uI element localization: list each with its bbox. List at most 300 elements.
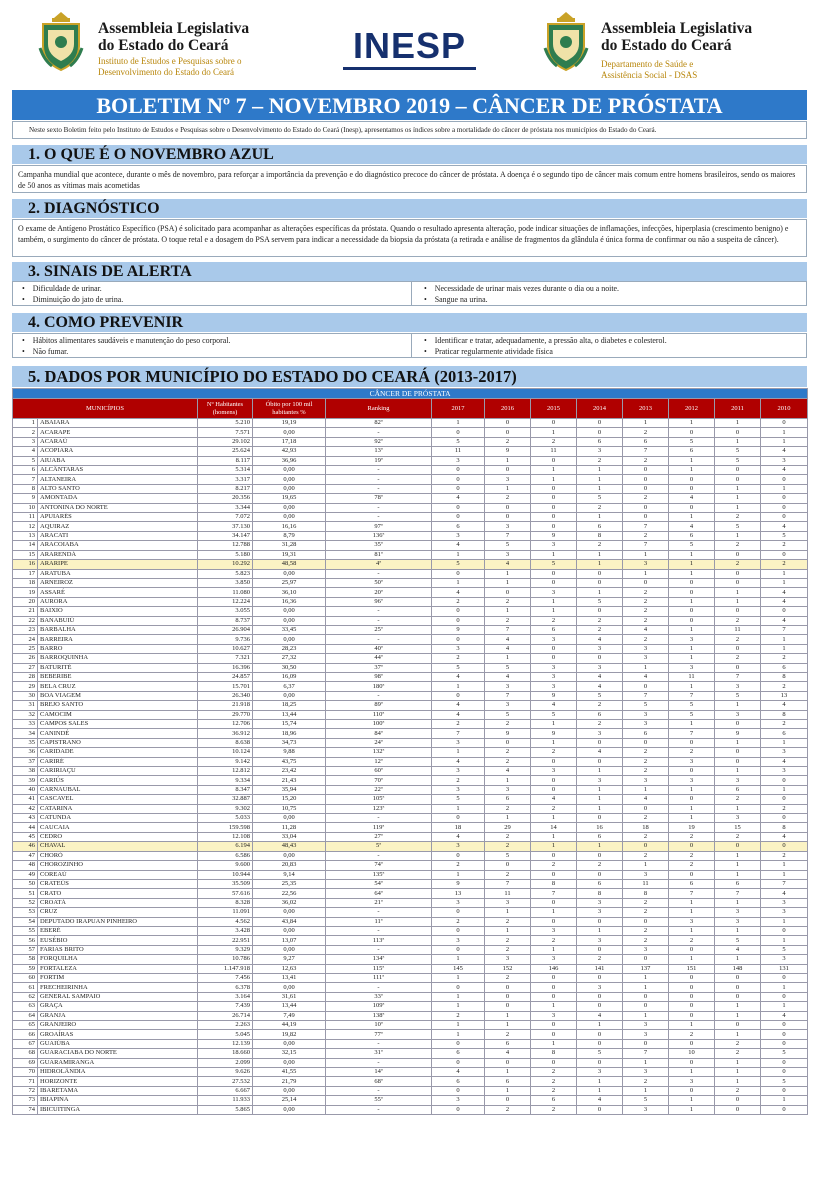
year-2012-cell: 0 [669,588,715,597]
year-2015-cell: 2 [531,616,577,625]
list-item: • Hábitos alimentares saudáveis e manutenção do peso corporal. [22,336,230,347]
population-cell: 9.600 [198,861,253,870]
population-cell: 5.823 [198,569,253,578]
year-2010-cell: 5 [761,1077,808,1086]
right-org-sub1: Departamento de Saúde e [601,59,694,69]
population-cell: 2.263 [198,1021,253,1030]
row-number: 39 [13,776,38,785]
population-cell: 34.147 [198,531,253,540]
year-2012-cell: 0 [669,1011,715,1020]
year-2015-cell: 0 [531,654,577,663]
ranking-cell: - [326,908,432,917]
row-number: 63 [13,1002,38,1011]
population-cell: 18.660 [198,1049,253,1058]
table-row [13,484,808,493]
mortality-rate-cell: 0,00 [253,926,326,935]
population-cell: 21.918 [198,701,253,710]
population-cell: 5.033 [198,814,253,823]
mortality-rate-cell: 43,84 [253,917,326,926]
year-2014-cell: 0 [577,1039,623,1048]
year-2016-cell: 5 [485,541,531,550]
mortality-rate-cell: 0,00 [253,635,326,644]
year-2010-cell: 1 [761,983,808,992]
year-2013-cell: 1 [623,663,669,672]
section-4-heading: 4. COMO PREVENIR [12,313,807,332]
year-2013-cell: 0 [623,738,669,747]
year-2010-cell: 0 [761,503,808,512]
year-2017-cell: 0 [432,691,485,700]
ranking-cell: 11ª [326,917,432,926]
municipality-name: CASCAVEL [38,795,198,804]
year-2016-cell: 1 [485,908,531,917]
year-2016-cell: 1 [485,607,531,616]
list-item: • Praticar regularmente atividade física [424,347,667,358]
year-2013-cell: 1 [623,1086,669,1095]
year-2010-cell: 0 [761,513,808,522]
year-2010-header: 2010 [761,399,808,419]
year-2010-cell: 3 [761,898,808,907]
row-number: 7 [13,475,38,484]
year-2011-cell: 1 [715,861,761,870]
table-row [13,522,808,531]
year-2012-cell: 1 [669,785,715,794]
row-number: 74 [13,1105,38,1114]
population-cell: 29.102 [198,437,253,446]
year-2016-cell: 0 [485,861,531,870]
table-row [13,945,808,954]
year-2014-cell: 0 [577,992,623,1001]
section-3-heading: 3. SINAIS DE ALERTA [12,262,807,281]
population-cell: 3.164 [198,992,253,1001]
ranking-cell: - [326,466,432,475]
table-row [13,447,808,456]
year-2017-cell: 5 [432,795,485,804]
mortality-rate-cell: 32,15 [253,1049,326,1058]
year-2016-cell: 1 [485,654,531,663]
ranking-cell: 55ª [326,1096,432,1105]
year-2013-cell: 2 [623,936,669,945]
year-2012-cell: 1 [669,456,715,465]
year-2015-cell: 2 [531,1086,577,1095]
year-2015-cell: 0 [531,578,577,587]
municipality-name: APUIARÉS [38,513,198,522]
population-cell: 7.439 [198,1002,253,1011]
table-row [13,494,808,503]
year-2010-cell: 3 [761,908,808,917]
year-2011-cell: 0 [715,607,761,616]
municipality-name: BARROQUINHA [38,654,198,663]
table-row [13,908,808,917]
year-2016-cell: 2 [485,616,531,625]
year-2011-cell: 2 [715,560,761,569]
ranking-cell: 60ª [326,767,432,776]
year-2015-cell: 1 [531,832,577,841]
year-2017-cell: 3 [432,1096,485,1105]
year-2016-cell: 2 [485,720,531,729]
year-2016-cell: 1 [485,1011,531,1020]
year-2015-cell: 0 [531,785,577,794]
year-2012-cell: 6 [669,447,715,456]
year-2017-cell: 0 [432,616,485,625]
year-2011-cell: 1 [715,419,761,428]
population-cell: 22.951 [198,936,253,945]
table-row [13,428,808,437]
year-2012-cell: 1 [669,1096,715,1105]
year-2011-cell: 0 [715,550,761,559]
year-2012-cell: 1 [669,898,715,907]
year-2010-cell: 13 [761,691,808,700]
municipality-name: BARRO [38,644,198,653]
row-number: 62 [13,992,38,1001]
population-cell: 16.396 [198,663,253,672]
year-2010-cell: 0 [761,607,808,616]
year-2016-cell: 0 [485,738,531,747]
year-2016-cell: 0 [485,466,531,475]
year-2014-cell: 1 [577,466,623,475]
year-2011-cell: 9 [715,729,761,738]
year-2015-cell: 2 [531,1068,577,1077]
ranking-cell: 132ª [326,748,432,757]
year-2014-cell: 2 [577,456,623,465]
year-2012-cell: 0 [669,616,715,625]
population-cell: 8.217 [198,484,253,493]
year-2016-cell: 1 [485,456,531,465]
mortality-rate-cell: 33,45 [253,625,326,634]
year-2016-cell: 1 [485,484,531,493]
year-2010-cell: 7 [761,879,808,888]
population-cell: 3.317 [198,475,253,484]
year-2011-cell: 2 [715,832,761,841]
table-row [13,729,808,738]
year-2010-cell: 6 [761,729,808,738]
municipality-data-table [12,388,808,1115]
year-2013-cell: 3 [623,1030,669,1039]
year-2010-cell: 2 [761,654,808,663]
left-org-sub2: Desenvolvimento do Estado do Ceará [98,66,234,77]
year-2014-cell: 0 [577,851,623,860]
ranking-cell: 4ª [326,560,432,569]
year-2016-cell: 2 [485,757,531,766]
table-row [13,795,808,804]
year-2010-cell: 0 [761,814,808,823]
municipality-name: ACARAÚ [38,437,198,446]
year-2016-cell: 2 [485,973,531,982]
year-2013-cell: 3 [623,710,669,719]
row-number: 21 [13,607,38,616]
population-cell: 20.356 [198,494,253,503]
year-2013-cell: 2 [623,748,669,757]
year-2011-cell: 1 [715,1077,761,1086]
obito-header: Óbito por 100 mil habitantes % [253,399,326,419]
population-cell: 5.045 [198,1030,253,1039]
year-2013-cell: 3 [623,644,669,653]
municipality-name: GRAÇA [38,1002,198,1011]
ranking-cell: 54ª [326,879,432,888]
year-2012-cell: 5 [669,701,715,710]
year-2011-cell: 1 [715,1030,761,1039]
year-2013-cell: 3 [623,654,669,663]
municipality-name: CROATÁ [38,898,198,907]
year-2012-cell: 1 [669,908,715,917]
year-2013-cell: 3 [623,720,669,729]
population-cell: 6.194 [198,842,253,851]
year-2013-cell: 2 [623,1077,669,1086]
year-2011-cell: 0 [715,720,761,729]
municipality-name: BEBERIBE [38,672,198,681]
mortality-rate-cell: 31,28 [253,541,326,550]
row-number: 8 [13,484,38,493]
year-2013-cell: 0 [623,842,669,851]
year-2016-cell: 1 [485,1086,531,1095]
year-2013-cell: 0 [623,503,669,512]
year-2013-cell: 1 [623,983,669,992]
table-row [13,889,808,898]
year-2014-cell: 3 [577,663,623,672]
section-5-heading: 5. DADOS POR MUNICÍPIO DO ESTADO DO CEARÁ (2013-2017) [12,366,807,387]
year-2016-cell: 9 [485,729,531,738]
year-2013-cell: 3 [623,776,669,785]
table-row [13,1030,808,1039]
year-2011-cell: 6 [715,785,761,794]
population-cell: 1.147.918 [198,964,253,973]
year-2011-cell: 2 [715,635,761,644]
year-2012-cell: 5 [669,437,715,446]
table-row [13,1068,808,1077]
year-2016-cell: 0 [485,992,531,1001]
population-cell: 6.667 [198,1086,253,1095]
year-2012-cell: 1 [669,926,715,935]
year-2012-cell: 0 [669,475,715,484]
year-2012-cell: 1 [669,1068,715,1077]
year-2017-cell: 1 [432,1030,485,1039]
table-row [13,419,808,428]
mortality-rate-cell: 9,88 [253,748,326,757]
table-row [13,814,808,823]
year-2017-cell: 4 [432,710,485,719]
municipality-name: BARBALHA [38,625,198,634]
ranking-cell: 19ª [326,456,432,465]
year-2010-cell: 5 [761,945,808,954]
municipality-name: GUARACIABA DO NORTE [38,1049,198,1058]
year-2014-cell: 3 [577,983,623,992]
year-2017-cell: 3 [432,785,485,794]
municipality-name: ACOPIARA [38,447,198,456]
year-2014-cell: 4 [577,1011,623,1020]
year-2017-cell: 2 [432,654,485,663]
year-2016-cell: 1 [485,1068,531,1077]
year-2017-cell: 11 [432,447,485,456]
year-2014-cell: 0 [577,738,623,747]
year-2014-cell: 4 [577,672,623,681]
year-2011-cell: 0 [715,644,761,653]
row-number: 20 [13,597,38,606]
habitantes-header: Nº Habitantes (homens) [198,399,253,419]
mortality-rate-cell: 0,00 [253,814,326,823]
year-2015-cell: 0 [531,644,577,653]
year-2017-header: 2017 [432,399,485,419]
year-2017-cell: 0 [432,1105,485,1114]
year-2016-cell: 1 [485,578,531,587]
ranking-cell: 13ª [326,447,432,456]
year-2010-cell: 6 [761,663,808,672]
year-2013-cell: 1 [623,569,669,578]
year-2014-cell: 1 [577,804,623,813]
year-2010-cell: 1 [761,644,808,653]
population-cell: 9.142 [198,757,253,766]
row-number: 15 [13,550,38,559]
ranking-cell: 37ª [326,663,432,672]
year-2011-cell: 7 [715,672,761,681]
year-2016-cell: 2 [485,832,531,841]
section-1-heading: 1. O QUE É O NOVEMBRO AZUL [12,145,807,164]
ranking-cell: - [326,945,432,954]
year-2015-cell: 146 [531,964,577,973]
year-2011-cell: 1 [715,870,761,879]
mortality-rate-cell: 9,14 [253,870,326,879]
inesp-logo: INESP [352,25,467,66]
year-2011-cell: 5 [715,522,761,531]
ranking-cell: - [326,851,432,860]
year-2013-cell: 1 [623,861,669,870]
population-cell: 9.302 [198,804,253,813]
ranking-cell: - [326,814,432,823]
list-item: • Não fumar. [22,347,230,358]
population-cell: 5.210 [198,419,253,428]
year-2017-cell: 2 [432,597,485,606]
year-2013-cell: 7 [623,447,669,456]
table-row [13,531,808,540]
table-row [13,757,808,766]
year-2015-cell: 0 [531,898,577,907]
table-row [13,1086,808,1095]
year-2011-cell: 6 [715,879,761,888]
year-2011-cell: 4 [715,945,761,954]
population-cell: 26.714 [198,1011,253,1020]
year-2011-cell: 3 [715,917,761,926]
year-2014-cell: 5 [577,597,623,606]
year-2011-cell: 0 [715,1021,761,1030]
year-2015-cell: 3 [531,635,577,644]
year-2014-cell: 3 [577,898,623,907]
municipality-name: CAMOCIM [38,710,198,719]
year-2017-cell: 0 [432,945,485,954]
year-2012-cell: 1 [669,1021,715,1030]
ranking-cell: - [326,484,432,493]
ranking-cell: 97ª [326,522,432,531]
mortality-rate-cell: 44,19 [253,1021,326,1030]
year-2017-cell: 2 [432,861,485,870]
mortality-rate-cell: 13,44 [253,1002,326,1011]
year-2016-cell: 1 [485,776,531,785]
year-2015-cell: 6 [531,625,577,634]
mortality-rate-cell: 16,36 [253,597,326,606]
year-2017-cell: 2 [432,776,485,785]
year-2010-cell: 131 [761,964,808,973]
year-2012-cell: 1 [669,814,715,823]
year-2010-cell: 0 [761,776,808,785]
mortality-rate-cell: 43,75 [253,757,326,766]
year-2017-cell: 0 [432,475,485,484]
row-number: 28 [13,672,38,681]
year-2017-cell: 6 [432,1049,485,1058]
year-2010-cell: 1 [761,635,808,644]
year-2017-cell: 0 [432,607,485,616]
year-2013-cell: 0 [623,955,669,964]
year-2010-cell: 1 [761,428,808,437]
population-cell: 27.532 [198,1077,253,1086]
table-body [13,419,808,1115]
municipality-name: ARACATI [38,531,198,540]
year-2016-cell: 3 [485,701,531,710]
municipality-name: ALTO SANTO [38,484,198,493]
row-number: 1 [13,419,38,428]
year-2013-cell: 2 [623,908,669,917]
row-number: 23 [13,625,38,634]
year-2012-cell: 1 [669,955,715,964]
municipality-name: CATARINA [38,804,198,813]
row-number: 9 [13,494,38,503]
row-number: 44 [13,823,38,832]
municipality-name: CANINDÉ [38,729,198,738]
mortality-rate-cell: 0,00 [253,1058,326,1067]
year-2013-cell: 2 [623,588,669,597]
year-2011-cell: 3 [715,776,761,785]
year-2010-cell: 1 [761,936,808,945]
municipality-name: GUARAMIRANGA [38,1058,198,1067]
coat-of-arms-icon [543,10,589,72]
year-2015-cell: 0 [531,419,577,428]
year-2015-cell: 7 [531,889,577,898]
year-2012-cell: 0 [669,484,715,493]
mortality-rate-cell: 10,75 [253,804,326,813]
year-2015-cell: 11 [531,447,577,456]
municipality-name: IBICUITINGA [38,1105,198,1114]
year-2015-cell: 3 [531,926,577,935]
year-2015-cell: 0 [531,1021,577,1030]
year-2017-cell: 5 [432,437,485,446]
year-2010-cell: 2 [761,804,808,813]
year-2017-cell: 4 [432,494,485,503]
year-2011-cell: 1 [715,437,761,446]
population-cell: 7.456 [198,973,253,982]
row-number: 11 [13,513,38,522]
population-cell: 8.347 [198,785,253,794]
year-2012-cell: 1 [669,560,715,569]
row-number: 32 [13,710,38,719]
year-2012-cell: 0 [669,983,715,992]
mortality-rate-cell: 0,00 [253,1039,326,1048]
year-2013-cell: 2 [623,616,669,625]
year-2015-cell: 1 [531,945,577,954]
year-2013-cell: 2 [623,531,669,540]
year-2014-cell: 5 [577,691,623,700]
year-2015-cell: 2 [531,1105,577,1114]
year-2016-cell: 2 [485,936,531,945]
year-2011-cell: 1 [715,851,761,860]
row-number: 52 [13,898,38,907]
table-row [13,616,808,625]
year-2014-cell: 1 [577,795,623,804]
table-row [13,823,808,832]
year-2014-cell: 0 [577,757,623,766]
left-org-line2: do Estado do Ceará [98,37,229,54]
table-row [13,748,808,757]
year-2011-cell: 7 [715,889,761,898]
year-2010-cell: 2 [761,541,808,550]
population-cell: 25.624 [198,447,253,456]
year-2015-cell: 9 [531,691,577,700]
year-2015-cell: 0 [531,456,577,465]
